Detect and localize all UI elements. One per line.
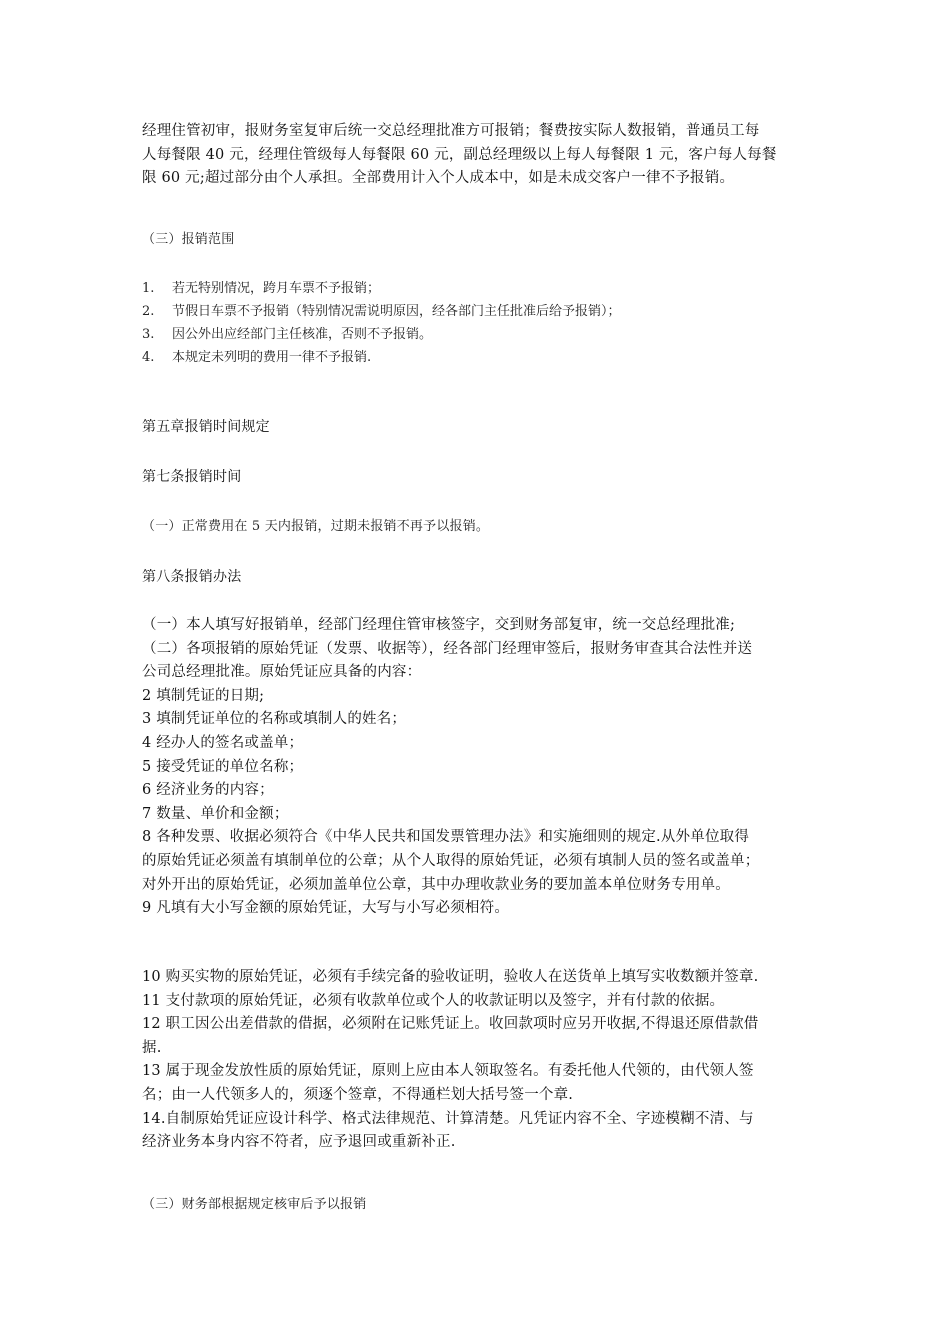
paragraph-line: 8 各种发票、收据必须符合《中华人民共和国发票管理办法》和实施细则的规定.从外单位取得 (142, 829, 750, 846)
list-number: 1. (142, 281, 155, 296)
list-text: 节假日车票不予报销（特别情况需说明原因，经各部门主任批准后给予报销）； (172, 304, 621, 319)
paragraph-line: （一）本人填写好报销单，经部门经理住管审核签字，交到财务部复审，统一交总经理批准; (142, 617, 736, 633)
chapter-title: 第五章报销时间规定 (142, 419, 270, 435)
list-number: 4. (142, 350, 155, 365)
paragraph-line: 据. (142, 1039, 162, 1056)
paragraph-line: 的原始凭证必须盖有填制单位的公章；从个人取得的原始凭证，必须有填制人员的签名或盖单； (142, 852, 760, 869)
paragraph-line: 5 接受凭证的单位名称； (142, 758, 304, 775)
list-item (142, 302, 621, 322)
article-title: 第八条报销办法 (142, 569, 242, 585)
paragraph-line: 2 填制凭证的日期; (142, 687, 265, 704)
paragraph-line: 人每餐限 40 元，经理住管级每人每餐限 60 元，副总经理级以上每人每餐限 1 元，客户每人每餐 (142, 146, 777, 163)
article-title: 第七条报销时间 (142, 469, 242, 485)
paragraph-line: 12 职工因公出差借款的借据，必须附在记账凭证上。收回款项时应另开收据,不得退还原借款借 (142, 1016, 759, 1033)
article-eight-body-continued (142, 966, 822, 1155)
paragraph-line: 6 经济业务的内容； (142, 782, 274, 799)
list-item (142, 279, 380, 299)
article-item: （三）财务部根据规定核审后予以报销 (142, 1197, 367, 1212)
paragraph-line: （二）各项报销的原始凭证（发票、收据等），经各部门经理审签后，报财务审查其合法性并送 (142, 640, 753, 657)
paragraph-line: 限 60 元;超过部分由个人承担。全部费用计入个人成本中，如是未成交客户一律不予报销。 (142, 170, 735, 186)
paragraph-line: 经济业务本身内容不符者，应予退回或重新补正. (142, 1134, 456, 1151)
section-heading: （三）报销范围 (142, 232, 235, 247)
paragraph-line: 7 数量、单价和金额； (142, 805, 289, 822)
paragraph-line: 13 属于现金发放性质的原始凭证，原则上应由本人领取签名。有委托他人代领的，由代领人签 (142, 1063, 754, 1080)
article-eight-body (142, 614, 822, 921)
list-item (142, 325, 432, 345)
intro-paragraph (142, 120, 822, 191)
paragraph-line: 9 凡填有大小写金额的原始凭证，大写与小写必须相符。 (142, 900, 510, 917)
list-item (142, 348, 371, 368)
paragraph-line: 14.自制原始凭证应设计科学、格式法律规范、计算清楚。凡凭证内容不全、字迹模糊不清、与 (142, 1110, 754, 1127)
paragraph-line: 4 经办人的签名或盖单； (142, 734, 304, 751)
paragraph-line: 11 支付款项的原始凭证，必须有收款单位或个人的收款证明以及签字，并有付款的依据。 (142, 992, 725, 1009)
article-item: （一）正常费用在 5 天内报销，过期未报销不再予以报销。 (142, 519, 490, 534)
list-text: 本规定未列明的费用一律不予报销. (172, 350, 372, 365)
paragraph-line: 10 购买实物的原始凭证，必须有手续完备的验收证明，验收人在送货单上填写实收数额并签章. (142, 969, 759, 985)
paragraph-line: 名；由一人代领多人的，须逐个签章，不得通栏划大括号签一个章. (142, 1086, 574, 1103)
paragraph-line: 对外开出的原始凭证，必须加盖单位公章，其中办理收款业务的要加盖本单位财务专用单。 (142, 876, 730, 893)
list-number: 3. (142, 327, 155, 342)
paragraph-line: 经理住管初审，报财务室复审后统一交总经理批准方可报销；餐费按实际人数报销，普通员工每 (142, 123, 760, 139)
list-text: 若无特别情况，跨月车票不予报销； (172, 281, 381, 296)
paragraph-line: 3 填制凭证单位的名称或填制人的姓名； (142, 711, 407, 728)
list-number: 2. (142, 304, 155, 319)
list-text: 因公外出应经部门主任核准，否则不予报销。 (172, 327, 433, 342)
paragraph-line: 公司总经理批准。原始凭证应具备的内容： (142, 664, 422, 681)
